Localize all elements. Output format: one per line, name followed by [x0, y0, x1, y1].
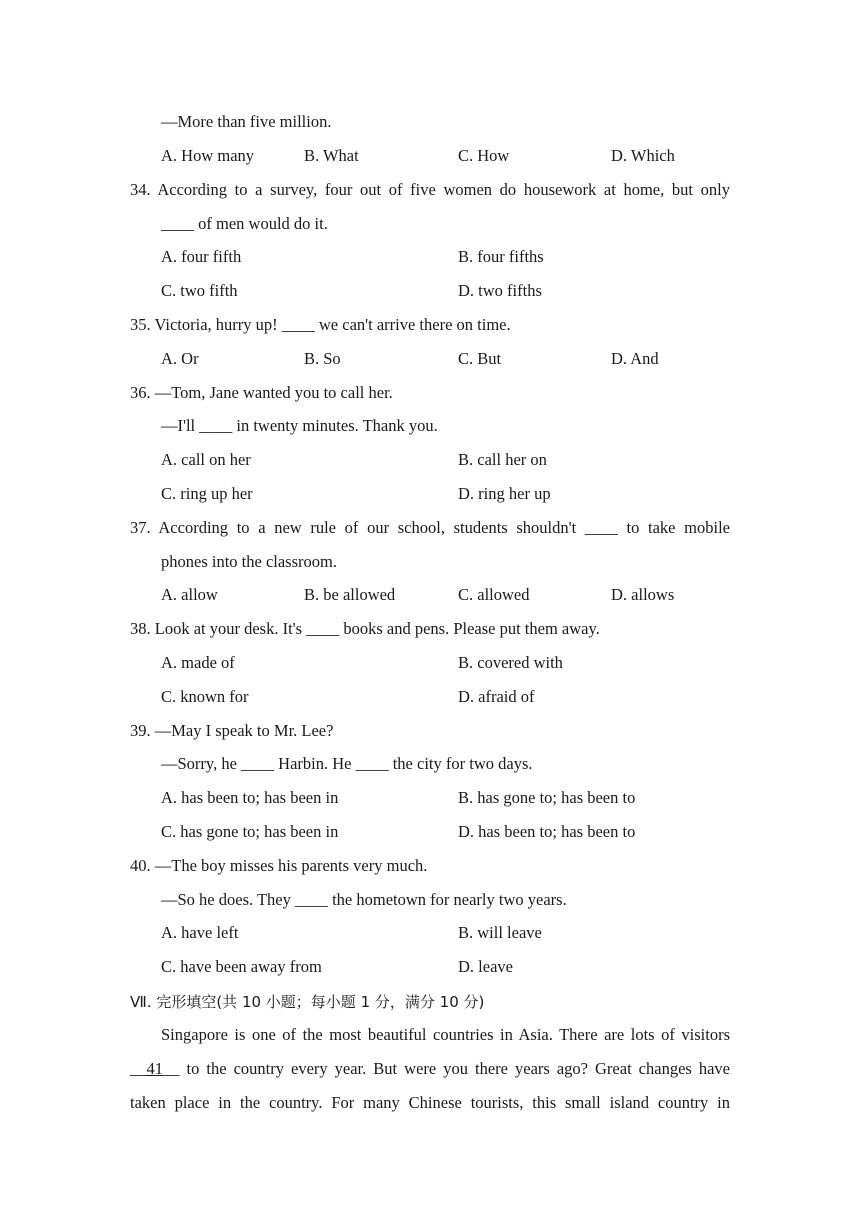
q34-option-b: B. four fifths [458, 247, 544, 266]
q37-option-d: D. allows [611, 585, 675, 604]
q40-option-d: D. leave [458, 957, 513, 976]
q34-option-d: D. two fifths [458, 281, 542, 300]
blank-41: 41 [146, 1059, 163, 1078]
q36-option-d: D. ring her up [458, 484, 551, 503]
q39-option-a: A. has been to; has been in [161, 788, 339, 807]
q36-option-a: A. call on her [161, 450, 251, 469]
q34-option-c: C. two fifth [161, 281, 238, 300]
q39-stem: 39. —May I speak to Mr. Lee? [130, 721, 334, 740]
q37-option-a: A. allow [161, 585, 218, 604]
passage-line-1: Singapore is one of the most beautiful countries in Asia. There are lots of visitors [161, 1025, 730, 1044]
q34-stem: 34. According to a survey, four out of five women do housework at home, but only [130, 180, 730, 199]
q34-option-a: A. four fifth [161, 247, 242, 266]
q34-stem-continued: ____ of men would do it. [161, 214, 328, 233]
section-heading: Ⅶ. 完形填空(共 10 小题；每小题 1 分，满分 10 分) [130, 993, 485, 1011]
q40-option-b: B. will leave [458, 923, 542, 942]
q35-stem: 35. Victoria, hurry up! ____ we can't arrive there on time. [130, 315, 511, 334]
q38-option-b: B. covered with [458, 653, 563, 672]
q33-reply: —More than five million. [161, 112, 332, 131]
q36-stem: 36. —Tom, Jane wanted you to call her. [130, 383, 393, 402]
q33-option-b: B. What [304, 146, 359, 165]
q39-option-d: D. has been to; has been to [458, 822, 636, 841]
q33-option-d: D. Which [611, 146, 675, 165]
q40-stem: 40. —The boy misses his parents very much. [130, 856, 428, 875]
passage-line-3: taken place in the country. For many Chinese tourists, this small island country in [130, 1093, 730, 1112]
q37-stem-continued: phones into the classroom. [161, 552, 337, 571]
q33-option-c: C. How [458, 146, 510, 165]
q35-option-a: A. Or [161, 349, 199, 368]
q35-option-c: C. But [458, 349, 502, 368]
q38-option-c: C. known for [161, 687, 249, 706]
passage-line-2 [130, 1059, 730, 1079]
q40-reply: —So he does. They ____ the hometown for nearly two years. [161, 890, 567, 909]
passage-line-2-text: to the country every year. But were you there years ago? Great changes have [179, 1059, 730, 1078]
q39-option-c: C. has gone to; has been in [161, 822, 339, 841]
q40-option-c: C. have been away from [161, 957, 322, 976]
blank-prefix: __ [130, 1059, 147, 1078]
q36-option-c: C. ring up her [161, 484, 253, 503]
q37-option-c: C. allowed [458, 585, 530, 604]
q38-stem: 38. Look at your desk. It's ____ books and pens. Please put them away. [130, 619, 600, 638]
q35-option-d: D. And [611, 349, 659, 368]
q39-option-b: B. has gone to; has been to [458, 788, 636, 807]
q36-reply: —I'll ____ in twenty minutes. Thank you. [161, 416, 438, 435]
q36-option-b: B. call her on [458, 450, 547, 469]
q35-option-b: B. So [304, 349, 341, 368]
q40-option-a: A. have left [161, 923, 239, 942]
blank-suffix: __ [163, 1059, 180, 1078]
q38-option-a: A. made of [161, 653, 235, 672]
q33-option-a: A. How many [161, 146, 255, 165]
q37-option-b: B. be allowed [304, 585, 396, 604]
q38-option-d: D. afraid of [458, 687, 535, 706]
q39-reply: —Sorry, he ____ Harbin. He ____ the city for two days. [161, 754, 533, 773]
q37-stem: 37. According to a new rule of our school, students shouldn't ____ to take mobile [130, 518, 730, 537]
